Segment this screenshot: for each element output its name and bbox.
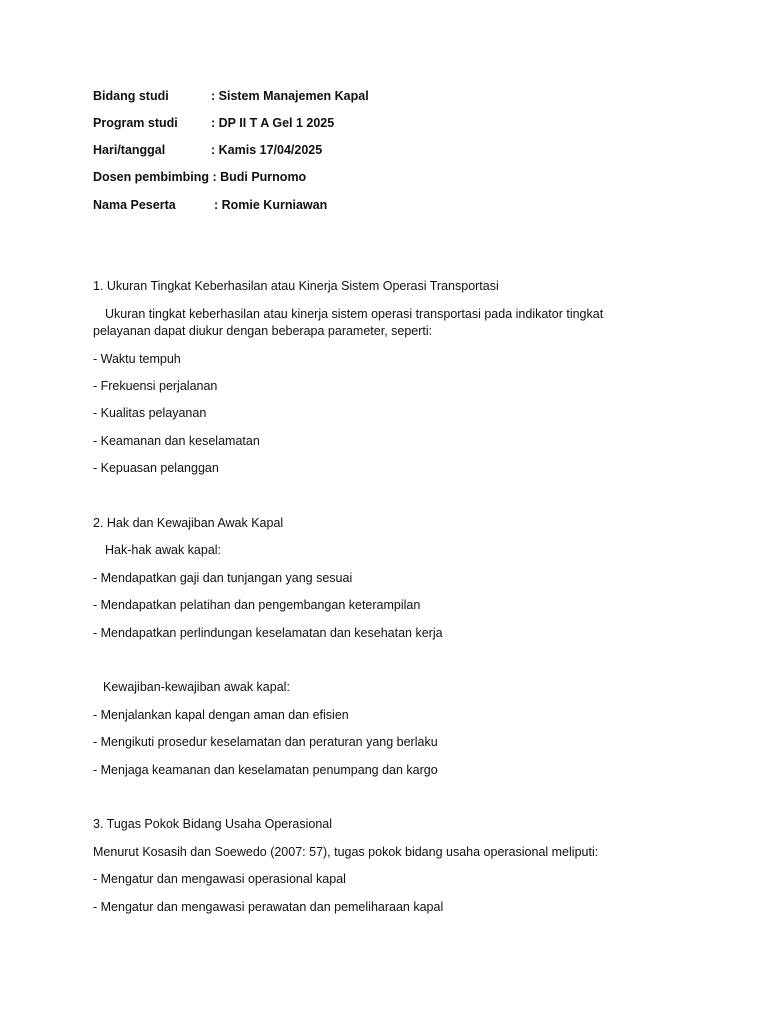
section1-intro-line1: Ukuran tingkat keberhasilan atau kinerja sistem operasi transportasi pada indikator tingkat bbox=[105, 307, 604, 321]
list-item: - Mendapatkan gaji dan tunjangan yang sesuai bbox=[93, 571, 353, 585]
header-label: Hari/tanggal bbox=[93, 143, 166, 157]
header-row-participant bbox=[93, 196, 327, 214]
list-item: - Mendapatkan perlindungan keselamatan dan kesehatan kerja bbox=[93, 626, 443, 640]
header-label: Dosen pembimbing bbox=[93, 170, 209, 184]
header-value: : Kamis 17/04/2025 bbox=[211, 143, 323, 157]
header-label: Bidang studi bbox=[93, 89, 169, 103]
list-item: - Menjaga keamanan dan keselamatan penumpang dan kargo bbox=[93, 763, 438, 777]
list-item: - Keamanan dan keselamatan bbox=[93, 434, 260, 448]
list-item: - Frekuensi perjalanan bbox=[93, 379, 218, 393]
section1-intro-line2: pelayanan dapat diukur dengan beberapa parameter, seperti: bbox=[93, 324, 433, 338]
section3-title: 3. Tugas Pokok Bidang Usaha Operasional bbox=[93, 817, 333, 831]
header-row-supervisor bbox=[93, 168, 306, 186]
header-row-program bbox=[93, 114, 334, 132]
list-item: - Kepuasan pelanggan bbox=[93, 461, 219, 475]
header-row-study-field bbox=[93, 87, 369, 105]
section1-title: 1. Ukuran Tingkat Keberhasilan atau Kinerja Sistem Operasi Transportasi bbox=[93, 279, 499, 293]
list-item: - Mengatur dan mengawasi operasional kapal bbox=[93, 872, 346, 886]
list-item: - Mengatur dan mengawasi perawatan dan pemeliharaan kapal bbox=[93, 900, 444, 914]
list-item: - Mendapatkan pelatihan dan pengembangan keterampilan bbox=[93, 598, 421, 612]
header-value: : Sistem Manajemen Kapal bbox=[211, 89, 369, 103]
section2-title: 2. Hak dan Kewajiban Awak Kapal bbox=[93, 516, 284, 530]
list-item: - Mengikuti prosedur keselamatan dan peraturan yang berlaku bbox=[93, 735, 438, 749]
list-item: - Menjalankan kapal dengan aman dan efisien bbox=[93, 708, 349, 722]
section2-duties-heading: Kewajiban-kewajiban awak kapal: bbox=[103, 680, 290, 694]
header-label: Program studi bbox=[93, 116, 178, 130]
list-item: - Kualitas pelayanan bbox=[93, 406, 207, 420]
header-value: : Romie Kurniawan bbox=[214, 198, 328, 212]
header-value: : Budi Purnomo bbox=[208, 170, 307, 184]
header-value: : DP II T A Gel 1 2025 bbox=[211, 116, 335, 130]
header-row-date bbox=[93, 141, 322, 159]
section3-intro: Menurut Kosasih dan Soewedo (2007: 57), tugas pokok bidang usaha operasional meliputi: bbox=[93, 845, 599, 859]
list-item: - Waktu tempuh bbox=[93, 352, 181, 366]
header-label: Nama Peserta bbox=[93, 198, 176, 212]
section2-rights-heading: Hak-hak awak kapal: bbox=[105, 543, 222, 557]
